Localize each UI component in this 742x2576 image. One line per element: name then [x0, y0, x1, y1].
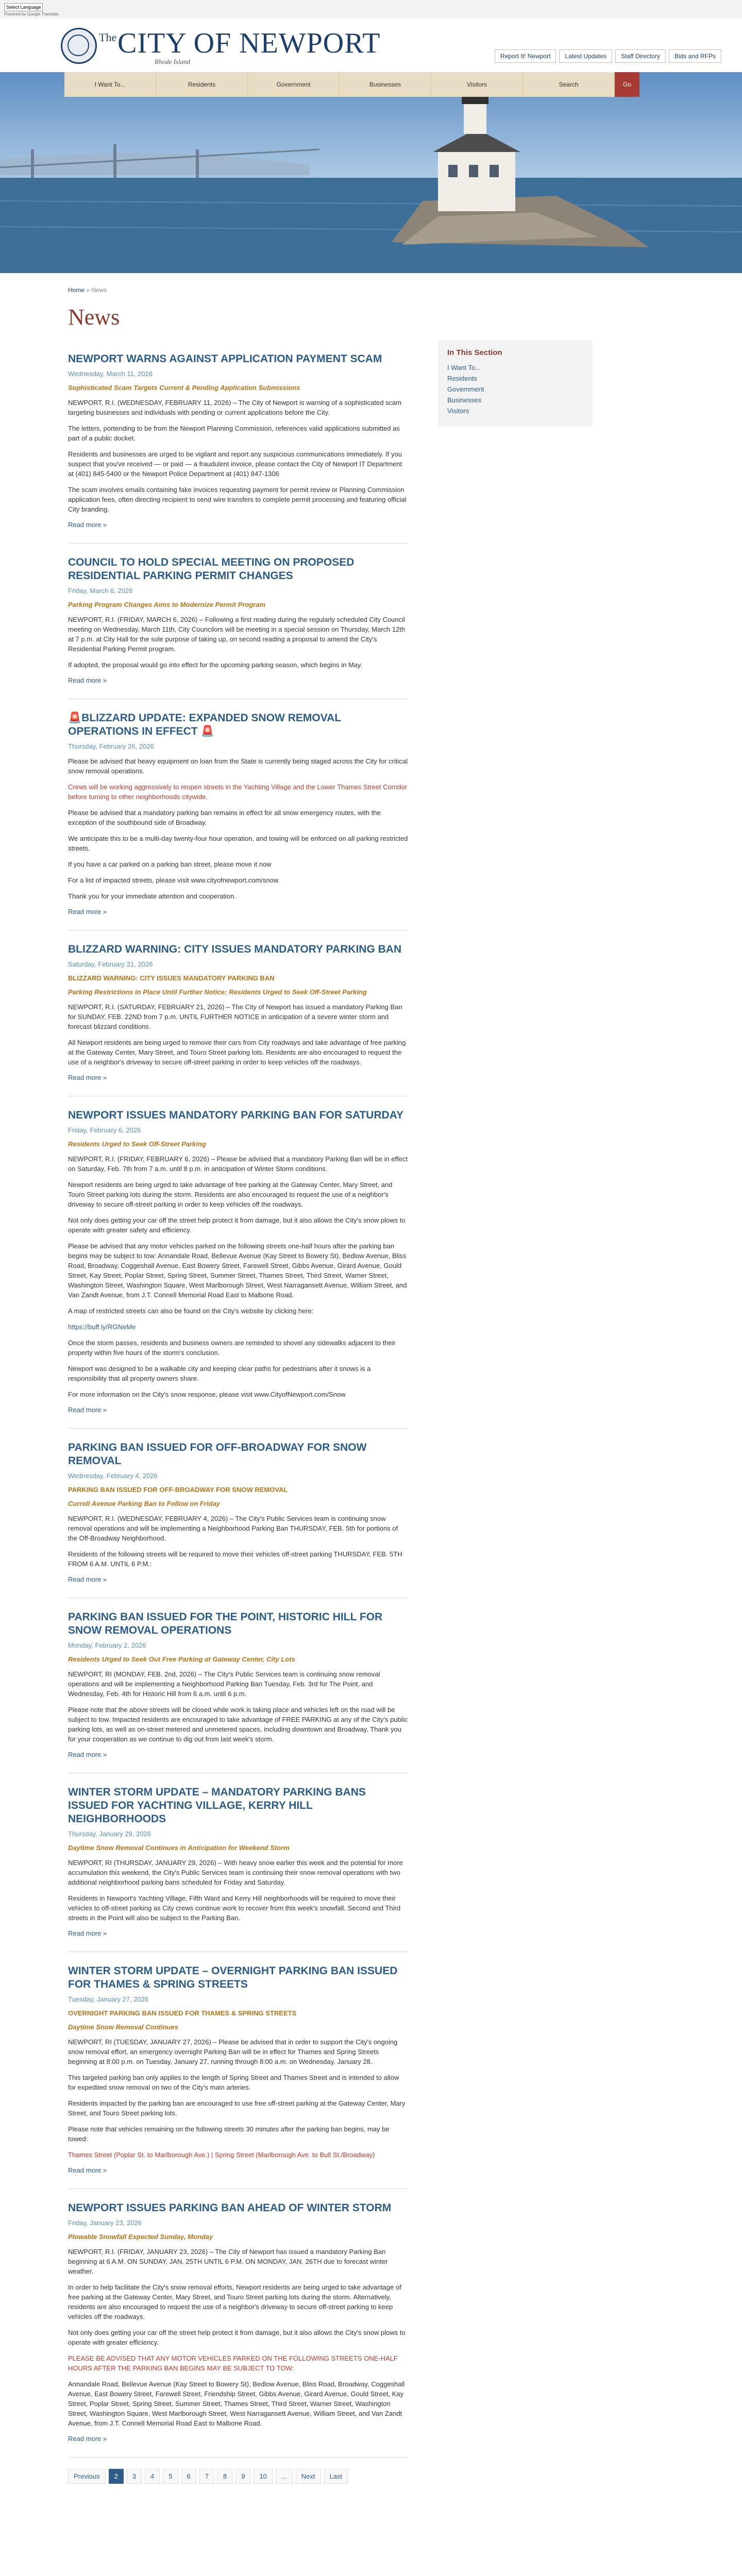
- article-title[interactable]: PARKING BAN ISSUED FOR OFF-BROADWAY FOR SNOW REMOVAL: [68, 1442, 367, 1467]
- article-paragraph: Not only does getting your car off the street help protect it from damage, but it also allows the City's snow plows to operate with greater safety and efficiency.: [68, 1216, 406, 1234]
- pagination-link[interactable]: ...: [276, 2469, 293, 2484]
- powered-by: Powered by Google Translate: [4, 12, 59, 16]
- article-subtitle: Residents Urged to Seek Off-Street Parking: [68, 1140, 206, 1148]
- article-subtitle-secondary: Curroll Avenue Parking Ban to Follow on Friday: [68, 1500, 220, 1507]
- article-paragraph: Please note that the above streets will be closed while work is taking place and vehicles left on the road will be subject to tow. Impacted residents are encouraged to take advantage of FREE PARKING at any of the City's public parking lots, as well as on-street metered and unmetered spaces, including downtown and Broadway. Thank you for your cooperation as we continue to dig out from last week's storm.: [68, 1706, 408, 1743]
- article-date: Thursday, January 29, 2026: [68, 1830, 151, 1838]
- article-paragraph: The letters, portending to be from the Newport Planning Commission, references valid applications submitted as part of a public docket.: [68, 425, 400, 442]
- sidebar-item-businesses[interactable]: Businesses: [447, 396, 482, 404]
- article-title[interactable]: COUNCIL TO HOLD SPECIAL MEETING ON PROPOSED RESIDENTIAL PARKING PERMIT CHANGES: [68, 556, 355, 582]
- article-subtitle: Daytime Snow Removal Continues in Anticipation for Weekend Storm: [68, 1844, 290, 1852]
- article-paragraph: A map of restricted streets can also be found on the City's website by clicking here:: [68, 1307, 314, 1315]
- article-paragraph: Please note that vehicles remaining on the following streets 30 minutes after the parking ban begins, may be towed:: [68, 2125, 390, 2143]
- breadcrumb-separator: »: [86, 286, 90, 294]
- article-paragraph: The scam involves emails containing fake invoices requesting payment for permit review or Planning Commission application fees, often directing recipient to send wire transfers to complete permit processing and featuring official City branding.: [68, 486, 407, 513]
- article-paragraph: Residents of the following streets will be required to move their vehicles off-street parking THURSDAY, FEB. 5TH FROM 6 A.M. UNTIL 6 P.M.:: [68, 1550, 402, 1568]
- read-more-link[interactable]: Read more »: [68, 1751, 107, 1758]
- article-paragraph: For a list of impacted streets, please visit www.cityofnewport.com/snow: [68, 876, 279, 884]
- top-bar: [0, 0, 742, 19]
- pagination-link[interactable]: 6: [181, 2469, 196, 2484]
- nav-residents[interactable]: Residents: [156, 72, 248, 97]
- nav-businesses[interactable]: Businesses: [340, 72, 431, 97]
- article-date: Friday, March 6, 2026: [68, 587, 133, 595]
- article-date: Saturday, February 21, 2026: [68, 960, 153, 968]
- nav-government[interactable]: Government: [248, 72, 340, 97]
- logo-state: Rhode Island: [155, 58, 190, 65]
- article-paragraph: Thank you for your immediate attention and cooperation.: [68, 892, 236, 900]
- article-paragraph: NEWPORT, R.I. (WEDNESDAY, FEBRUARY 4, 2026) – The City's Public Services team is continuing snow removal operations and will be implementing a Neighborhood Parking Ban THURSDAY, FEB. 5th for portions of the Off-Broadway Neighborhood.: [68, 1515, 398, 1542]
- article-paragraph: Please be advised that heavy equipment on loan from the State is currently being staged across the City for critical snow removal operations.: [68, 757, 408, 775]
- news-list: [68, 340, 408, 2484]
- breadcrumb-current: News: [91, 286, 107, 294]
- article-paragraph: NEWPORT, R.I. (FRIDAY, JANUARY 23, 2026) – The City of Newport has issued a mandatory Parking Ban beginning at 6 A.M. ON SUNDAY, JAN. 25TH UNTIL 6 P.M. ON MONDAY, JAN. 26TH due to forecast winter weather.: [68, 2248, 388, 2275]
- news-article: [68, 930, 408, 1096]
- article-paragraph: NEWPORT, R.I. (FRIDAY, MARCH 6, 2026) – Following a first reading during the regularly scheduled City Council meeting on Wednesday, March 11th, City Councilors will be meeting in a special session on Thursday, March 12th at 7 p.m. at City Hall for the sole purpose of taking up, on second reading a proposal to amend the City's Residential Parking Permit program.: [68, 616, 406, 653]
- sidebar-item-i-want-to[interactable]: I Want To...: [447, 364, 481, 371]
- article-date: Thursday, February 26, 2026: [68, 742, 154, 750]
- article-paragraph: PLEASE BE ADVISED THAT ANY MOTOR VEHICLES PARKED ON THE FOLLOWING STREETS ONE-HALF HOURS AFTER THE PARKING BAN BEGINS MAY BE SUBJECT TO TOW:: [68, 2354, 398, 2372]
- news-article: [68, 340, 408, 544]
- site-header: [0, 19, 742, 72]
- article-paragraph: Not only does getting your car off the street help protect it from damage, but it also allows the City's snow plows to operate with greater efficiency.: [68, 2329, 406, 2346]
- article-paragraph: Thames Street (Poplar St. to Marlborough Ave.) | Spring Street (Marlborough Ave. to Bull St./Broadway): [68, 2151, 375, 2159]
- article-paragraph: Residents impacted by the parking ban are encouraged to use free off-street parking at the Gateway Center, Mary Street, and Touro Street parking lots.: [68, 2099, 406, 2117]
- article-subtitle-secondary: Daytime Snow Removal Continues: [68, 2023, 178, 2031]
- quick-link-staff-directory[interactable]: Staff Directory: [615, 49, 666, 63]
- pagination-link[interactable]: 7: [199, 2469, 214, 2484]
- article-paragraph: NEWPORT, R.I. (FRIDAY, FEBRUARY 6, 2026) – Please be advised that a mandatory Parking Ban will be in effect on Saturday, Feb. 7th from 7 a.m. until 8 p.m. in anticipation of Winter Storm conditions.: [68, 1155, 408, 1173]
- article-paragraph: Newport residents are being urged to take advantage of free parking at the Gateway Center, Mary Street, and Touro Street parking lots during the storm. Residents are also encouraged to request the use of a neighbor's driveway to secure off-street parking in order to keep vehicles off the roadways.: [68, 1181, 393, 1208]
- article-paragraph[interactable]: https://buff.ly/RGNeMe: [68, 1323, 136, 1331]
- logo-the: The: [99, 31, 117, 44]
- quick-link-report-it[interactable]: Report It! Newport: [495, 49, 556, 63]
- sidebar: [438, 340, 593, 427]
- article-date: Monday, February 2, 2026: [68, 1641, 146, 1649]
- article-subtitle: PARKING BAN ISSUED FOR OFF-BROADWAY FOR SNOW REMOVAL: [68, 1486, 288, 1494]
- news-article: [68, 699, 408, 930]
- pagination-link[interactable]: Next: [296, 2469, 321, 2484]
- read-more-link[interactable]: Read more »: [68, 2435, 107, 2443]
- article-paragraph: Newport was designed to be a walkable city and keeping clear paths for pedestrians after it snows is a responsibility that all property owners share.: [68, 1365, 371, 1382]
- article-date: Friday, February 6, 2026: [68, 1126, 141, 1134]
- article-paragraph: Residents and businesses are urged to be vigilant and report any suspicious communications immediately. If you suspect that you've received — or paid — a fraudulent invoice, please contact the City of Newport IT Department at (401) 845-5400 or the Newport Police Department at (401) 847-1306: [68, 450, 402, 478]
- nav-search-input[interactable]: Search: [523, 72, 615, 97]
- pagination-link[interactable]: 3: [127, 2469, 142, 2484]
- article-date: Wednesday, March 11, 2026: [68, 370, 153, 378]
- article-paragraph: Once the storm passes, residents and business owners are reminded to shovel any sidewalks adjacent to their property within five hours of the storm's conclusion.: [68, 1339, 396, 1357]
- article-subtitle: Sophisticated Scam Targets Current & Pending Application Submissions: [68, 384, 300, 392]
- article-title[interactable]: BLIZZARD WARNING: CITY ISSUES MANDATORY PARKING BAN: [68, 943, 402, 955]
- pagination-link[interactable]: 2: [109, 2469, 124, 2484]
- article-subtitle-secondary: Parking Restrictions in Place Until Further Notice; Residents Urged to Seek Off-Street Parking: [68, 988, 367, 996]
- article-paragraph: Residents in Newport's Yachting Village, Fifth Ward and Kerry Hill neighborhoods will be required to move their vehicles to off-street parking as City crews continue work to recover from this week's snowfall. Second and Third streets in the Point will also be subject to the Parking Ban.: [68, 1894, 401, 1922]
- news-article: [68, 1598, 408, 1773]
- article-paragraph: We anticipate this to be a multi-day twenty-four hour operation, and towing will be enforced on all parking restricted streets.: [68, 835, 408, 852]
- article-subtitle: OVERNIGHT PARKING BAN ISSUED FOR THAMES & SPRING STREETS: [68, 2009, 297, 2017]
- sidebar-item-government[interactable]: Government: [447, 385, 484, 393]
- article-subtitle: Parking Program Changes Aims to Modernize Permit Program: [68, 601, 266, 608]
- article-paragraph: Please be advised that a mandatory parking ban remains in effect for all snow emergency routes, with the exception of the southbound side of Broadway.: [68, 809, 381, 826]
- article-paragraph: For more information on the City's snow response, please visit www.CityofNewport.com/Snow: [68, 1391, 346, 1398]
- article-paragraph: NEWPORT, RI (MONDAY, FEB. 2nd, 2026) – The City's Public Services team is continuing snow removal operations and will be implementing a Neighborhood Parking Ban Tuesday, Feb. 3rd for The Point, and Wednesday, Feb. 4th for Historic Hill from 6 a.m. until 6 p.m.: [68, 1670, 380, 1698]
- read-more-link[interactable]: Read more »: [68, 676, 107, 684]
- article-paragraph: Crews will be working aggressively to reopen streets in the Yachting Village and the Lower Thames Street Corridor before turning to other neighborhoods citywide.: [68, 783, 408, 801]
- pagination-link[interactable]: 8: [217, 2469, 232, 2484]
- nav-visitors[interactable]: Visitors: [431, 72, 523, 97]
- nav-i-want-to[interactable]: I Want To...: [64, 72, 156, 97]
- article-date: Friday, January 23, 2026: [68, 2219, 142, 2227]
- article-paragraph: This targeted parking ban only applies to the length of Spring Street and Thames Street and is intended to allow for expedited snow removal on two of the City's main arteries.: [68, 2074, 399, 2091]
- pagination: [68, 2458, 408, 2484]
- article-title[interactable]: NEWPORT ISSUES PARKING BAN AHEAD OF WINTER STORM: [68, 2202, 392, 2214]
- news-article: [68, 1429, 408, 1598]
- read-more-link[interactable]: Read more »: [68, 2166, 107, 2174]
- article-paragraph: If you have a car parked on a parking ban street, please move it now: [68, 860, 272, 868]
- main-nav: [64, 72, 639, 97]
- article-title[interactable]: PARKING BAN ISSUED FOR THE POINT, HISTORIC HILL FOR SNOW REMOVAL OPERATIONS: [68, 1611, 383, 1636]
- article-title[interactable]: 🚨BLIZZARD UPDATE: EXPANDED SNOW REMOVAL OPERATIONS IN EFFECT 🚨: [68, 712, 341, 737]
- news-article: [68, 544, 408, 699]
- sidebar-item-visitors[interactable]: Visitors: [447, 407, 469, 415]
- article-subtitle: BLIZZARD WARNING: CITY ISSUES MANDATORY PARKING BAN: [68, 974, 275, 982]
- quick-links: [495, 49, 721, 63]
- article-paragraph: Annandale Road, Bellevue Avenue (Kay Street to Bowery St), Bedlow Avenue, Bliss Road, Broadway, Coggeshall Avenue, East Bowery Street, Farewell Street, Friendship Street, Gibbs Avenue, Girard Avenue, Gould Street, Kay Street, Poplar Street, Spring Street, Summer Street, Thames Street, Third Street, Warner Street, Washington Street, Washington Square, West Marlborough Street, West Narragansett Avenue, William Street, and Van Zandt Avenue, from J.T. Connell Memorial Road East to Malbone Road.: [68, 2380, 405, 2427]
- article-date: Tuesday, January 27, 2026: [68, 1995, 149, 2003]
- article-paragraph: NEWPORT, RI (TUESDAY, JANUARY 27, 2026) – Please be advised that in order to support the City's ongoing snow removal effort, an emergency overnight Parking Ban will be in effect for Thames and Spring Streets beginning at 8:00 p.m. on Tuesday, January 27, running through 8:00 a.m. on Wednesday, January 28.: [68, 2038, 398, 2065]
- language-select[interactable]: Select Language: [4, 3, 43, 11]
- sidebar-title: In This Section: [447, 348, 502, 357]
- quick-link-latest-updates[interactable]: Latest Updates: [559, 49, 612, 63]
- article-title[interactable]: NEWPORT WARNS AGAINST APPLICATION PAYMENT SCAM: [68, 353, 382, 365]
- news-article: [68, 1773, 408, 1952]
- article-title[interactable]: WINTER STORM UPDATE – MANDATORY PARKING BANS ISSUED FOR YACHTING VILLAGE, KERRY HILL NEIGHBORHOODS: [68, 1786, 366, 1825]
- read-more-link[interactable]: Read more »: [68, 1929, 107, 1937]
- lighthouse-harbor-image: [0, 72, 742, 273]
- article-paragraph: All Newport residents are being urged to remove their cars from City roadways and take advantage of free parking at the Gateway Center, Mary Street, and Touro Street parking lots. Residents are also encouraged to request the use of a neighbor's driveway to secure off-street parking in order to keep vehicles off the roadways.: [68, 1039, 406, 1066]
- read-more-link[interactable]: Read more »: [68, 908, 107, 916]
- pagination-link[interactable]: Last: [324, 2469, 348, 2484]
- sidebar-item-residents[interactable]: Residents: [447, 375, 477, 382]
- read-more-link[interactable]: Read more »: [68, 1074, 107, 1081]
- breadcrumb: [68, 286, 107, 294]
- article-paragraph: NEWPORT, R.I. (SATURDAY, FEBRUARY 21, 2026) – The City of Newport has issued a mandatory Parking Ban for SUNDAY, FEB. 22ND from 7 p.m. UNTIL FURTHER NOTICE in anticipation of a severe winter storm and forecast blizzard conditions.: [68, 1003, 402, 1030]
- pagination-link[interactable]: Previous: [68, 2469, 106, 2484]
- news-article: [68, 1096, 408, 1429]
- search-go-button[interactable]: Go: [615, 72, 639, 97]
- pagination-link[interactable]: 9: [235, 2469, 250, 2484]
- article-paragraph: In order to help facilitate the City's snow removal efforts, Newport residents are being urged to take advantage of free parking at the Gateway Center, Mary Street, and Touro Street parking lots during the storm. Alternatively, residents are also encouraged to request the use of a neighbor's driveway to secure off-street parking to keep vehicles off the roadways.: [68, 2283, 401, 2320]
- article-title[interactable]: WINTER STORM UPDATE – OVERNIGHT PARKING BAN ISSUED FOR THAMES & SPRING STREETS: [68, 1965, 398, 1990]
- news-article: [68, 1952, 408, 2189]
- hero-image: [0, 72, 742, 273]
- article-paragraph: NEWPORT, R.I. (WEDNESDAY, FEBRUARY 11, 2026) – The City of Newport is warning of a sophisticated scam targeting businesses and individuals with pending or current applications before the City.: [68, 399, 402, 416]
- article-paragraph: Please be advised that any motor vehicles parked on the following streets one-half hours after the parking ban begins may be subject to tow: Annandale Road, Bellevue Avenue (Kay Street to Bowery St), Bedlow Avenue, Bliss Road, Broadway, Coggeshall Avenue, East Bowery Street, Farewell Street, Gibbs Avenue, Girard Avenue, Gould Street, Kay Street, Poplar Street, Spring Street, Summer Street, Thames Street, Third Street, Warner Street, Washington Street, Washington Square, West Marlborough Street, West Narragansett Avenue, William Street, and Van Zandt Avenue, from J.T. Connell Memorial Road East to Malbone Road.: [68, 1242, 407, 1299]
- breadcrumb-home[interactable]: Home: [68, 286, 85, 294]
- read-more-link[interactable]: Read more »: [68, 521, 107, 529]
- article-subtitle: Residents Urged to Seek Out Free Parking at Gateway Center, City Lots: [68, 1655, 295, 1663]
- pagination-link[interactable]: 4: [145, 2469, 160, 2484]
- article-paragraph: NEWPORT, RI (THURSDAY, JANUARY 29, 2026) – With heavy snow earlier this week and the potential for more accumulation this weekend, the City's Public Services team is continuing their snow removal operations with two additional neighborhood parking bans scheduled for Friday and Saturday.: [68, 1859, 403, 1886]
- pagination-link[interactable]: 5: [163, 2469, 178, 2484]
- news-article: [68, 2189, 408, 2458]
- article-paragraph: If adopted, the proposal would go into effect for the upcoming parking season, which begins in May.: [68, 661, 363, 669]
- pagination-link[interactable]: 10: [254, 2469, 272, 2484]
- quick-link-bids[interactable]: Bids and RFPs: [669, 49, 721, 63]
- read-more-link[interactable]: Read more »: [68, 1406, 107, 1414]
- article-subtitle: Plowable Snowfall Expected Sunday, Monday: [68, 2233, 213, 2241]
- article-title[interactable]: NEWPORT ISSUES MANDATORY PARKING BAN FOR SATURDAY: [68, 1109, 404, 1121]
- page-title: News: [68, 304, 120, 330]
- article-date: Wednesday, February 4, 2026: [68, 1472, 158, 1480]
- read-more-link[interactable]: Read more »: [68, 1575, 107, 1583]
- city-seal-icon[interactable]: [61, 28, 97, 64]
- logo-name[interactable]: CITY OF NEWPORT: [117, 27, 381, 59]
